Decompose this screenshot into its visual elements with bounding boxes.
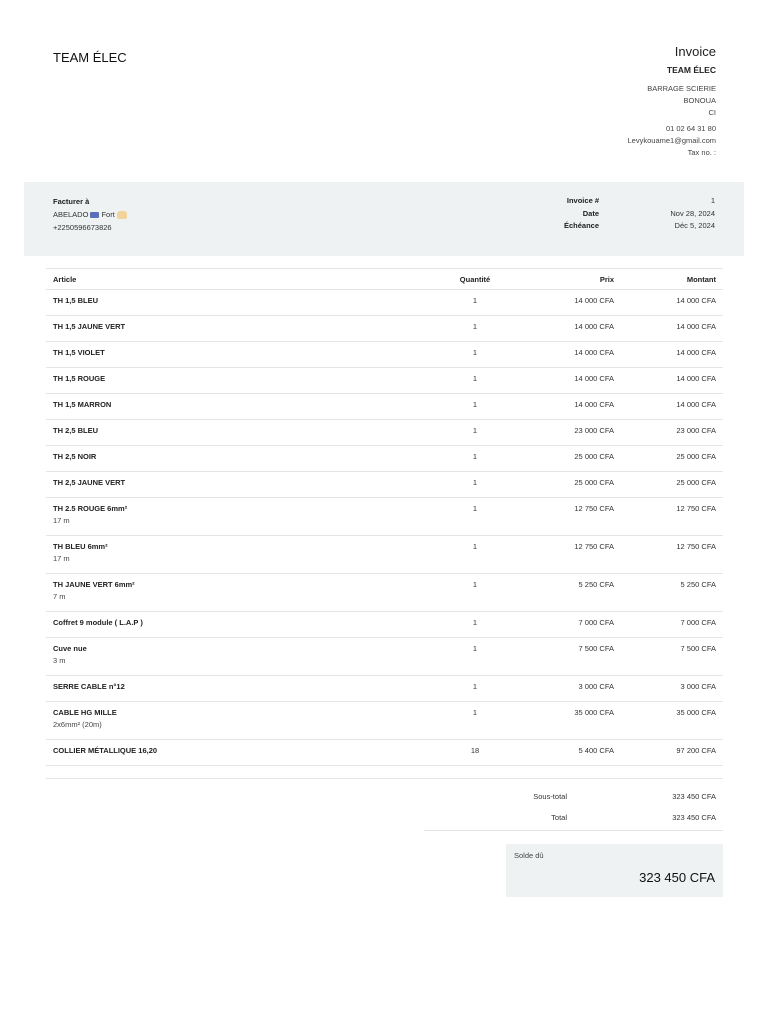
item-amount: 25 000 CFA	[676, 478, 716, 487]
item-amount: 14 000 CFA	[676, 348, 716, 357]
bill-to-label: Facturer à	[53, 197, 90, 206]
item-name: TH BLEU 6mm²	[53, 542, 108, 551]
item-name: TH 1,5 MARRON	[53, 400, 112, 409]
totals-divider	[46, 778, 723, 779]
item-quantity: 1	[472, 478, 478, 487]
hand-emoji-icon	[117, 211, 127, 219]
invoice-due-label: Échéance	[563, 221, 599, 230]
item-quantity: 1	[472, 504, 478, 513]
table-row	[46, 536, 723, 574]
item-description: 2x6mm² (20m)	[53, 720, 102, 729]
total-row	[424, 809, 716, 829]
item-price: 25 000 CFA	[574, 452, 614, 461]
subtotal-value: 323 450 CFA	[672, 792, 716, 801]
table-row	[46, 368, 723, 394]
item-price: 5 250 CFA	[578, 580, 614, 589]
table-row	[46, 638, 723, 676]
item-price: 7 000 CFA	[578, 618, 614, 627]
item-quantity: 1	[472, 618, 478, 627]
bill-to-name-suffix: Fort	[101, 210, 115, 219]
item-quantity: 1	[472, 542, 478, 551]
column-header-article: Article	[53, 275, 77, 284]
item-name: TH 1,5 JAUNE VERT	[53, 322, 126, 331]
item-price: 14 000 CFA	[574, 374, 614, 383]
invoice-date: Nov 28, 2024	[670, 208, 715, 218]
flag-emoji-icon	[90, 212, 99, 218]
item-amount: 14 000 CFA	[676, 322, 716, 331]
item-amount: 25 000 CFA	[676, 452, 716, 461]
subtotal-label: Sous-total	[533, 792, 567, 801]
item-amount: 14 000 CFA	[676, 400, 716, 409]
item-quantity: 1	[472, 348, 478, 357]
item-name: CABLE HG MILLE	[53, 708, 117, 717]
company-name: TEAM ÉLEC	[53, 50, 127, 65]
item-name: TH 1,5 BLEU	[53, 296, 99, 305]
item-amount: 7 500 CFA	[680, 644, 716, 653]
bill-to-name	[53, 208, 127, 221]
totals-bottom-divider	[424, 830, 723, 831]
item-quantity: 1	[472, 644, 478, 653]
invoice-meta-labels	[551, 195, 599, 233]
item-price: 7 500 CFA	[578, 644, 614, 653]
document-title: Invoice	[674, 44, 716, 59]
column-header-quantity: Quantité	[459, 275, 491, 284]
item-amount: 5 250 CFA	[680, 580, 716, 589]
item-price: 23 000 CFA	[574, 426, 614, 435]
item-name: TH 1,5 ROUGE	[53, 374, 106, 383]
item-name: COLLIER MÉTALLIQUE 16,20	[53, 746, 158, 755]
seller-phone: 01 02 64 31 80	[665, 124, 716, 133]
item-amount: 12 750 CFA	[676, 542, 716, 551]
item-quantity: 1	[472, 682, 478, 691]
items-table	[46, 268, 723, 766]
invoice-meta-values	[670, 195, 715, 233]
item-description: 17 m	[53, 554, 70, 563]
balance-due-value: 323 450 CFA	[639, 870, 715, 885]
seller-email: Levykouame1@gmail.com	[627, 136, 716, 145]
item-price: 25 000 CFA	[574, 478, 614, 487]
item-name: TH 2.5 ROUGE 6mm²	[53, 504, 128, 513]
table-row	[46, 702, 723, 740]
item-amount: 12 750 CFA	[676, 504, 716, 513]
item-amount: 14 000 CFA	[676, 374, 716, 383]
item-name: TH 1,5 VIOLET	[53, 348, 105, 357]
column-header-amount: Montant	[686, 275, 716, 284]
seller-name: TEAM ÉLEC	[666, 65, 716, 75]
items-table-header	[46, 268, 723, 290]
item-amount: 35 000 CFA	[676, 708, 716, 717]
item-quantity: 1	[472, 708, 478, 717]
item-price: 14 000 CFA	[574, 348, 614, 357]
item-description: 3 m	[53, 656, 66, 665]
item-name: TH 2,5 NOIR	[53, 452, 97, 461]
invoice-header	[628, 44, 716, 159]
item-price: 14 000 CFA	[574, 400, 614, 409]
item-quantity: 1	[472, 452, 478, 461]
item-price: 14 000 CFA	[574, 296, 614, 305]
bill-to-name-text: ABELADO	[53, 210, 89, 219]
item-description: 17 m	[53, 516, 70, 525]
item-price: 14 000 CFA	[574, 322, 614, 331]
item-price: 12 750 CFA	[574, 542, 614, 551]
item-quantity: 1	[472, 426, 478, 435]
balance-due-box	[506, 844, 723, 897]
invoice-number: 1	[710, 196, 715, 205]
item-quantity: 18	[470, 746, 480, 755]
bill-to-section	[24, 182, 744, 256]
item-quantity: 1	[472, 580, 478, 589]
item-amount: 97 200 CFA	[676, 746, 716, 755]
item-quantity: 1	[472, 400, 478, 409]
bill-to-block	[53, 196, 127, 234]
item-name: Coffret 9 module ( L.A.P )	[53, 618, 143, 627]
invoice-date-label: Date	[582, 208, 599, 218]
item-amount: 14 000 CFA	[676, 296, 716, 305]
table-row	[46, 676, 723, 702]
table-row	[46, 446, 723, 472]
seller-tax-number: Tax no. :	[687, 148, 716, 157]
item-price: 12 750 CFA	[574, 504, 614, 513]
item-amount: 7 000 CFA	[680, 618, 716, 627]
invoice-due-date: Déc 5, 2024	[674, 221, 715, 230]
table-row	[46, 574, 723, 612]
item-amount: 23 000 CFA	[676, 426, 716, 435]
item-name: TH 2,5 BLEU	[53, 426, 99, 435]
item-quantity: 1	[472, 322, 478, 331]
bill-to-phone: +2250596673826	[53, 223, 112, 232]
balance-due-label: Solde dû	[514, 851, 544, 860]
item-quantity: 1	[472, 296, 478, 305]
subtotal-row	[424, 788, 716, 808]
item-amount: 3 000 CFA	[680, 682, 716, 691]
item-description: 7 m	[53, 592, 66, 601]
table-row	[46, 472, 723, 498]
item-price: 5 400 CFA	[578, 746, 614, 755]
total-value: 323 450 CFA	[672, 813, 716, 822]
table-row	[46, 498, 723, 536]
total-label: Total	[551, 813, 567, 822]
seller-address-line: BONOUA	[683, 96, 716, 105]
seller-address-line: BARRAGE SCIERIE	[647, 84, 716, 93]
item-name: Cuve nue	[53, 644, 87, 653]
table-row	[46, 394, 723, 420]
item-quantity: 1	[472, 374, 478, 383]
table-row	[46, 316, 723, 342]
table-row	[46, 342, 723, 368]
item-price: 35 000 CFA	[574, 708, 614, 717]
column-header-price: Prix	[599, 275, 614, 284]
items-table-body	[46, 290, 723, 766]
table-row	[46, 612, 723, 638]
table-row	[46, 740, 723, 766]
item-price: 3 000 CFA	[578, 682, 614, 691]
table-row	[46, 290, 723, 316]
item-name: TH JAUNE VERT 6mm²	[53, 580, 135, 589]
invoice-number-label: Invoice #	[566, 196, 599, 205]
item-name: SERRE CABLE n°12	[53, 682, 125, 691]
table-row	[46, 420, 723, 446]
item-name: TH 2,5 JAUNE VERT	[53, 478, 126, 487]
seller-address-line: CI	[708, 108, 716, 117]
